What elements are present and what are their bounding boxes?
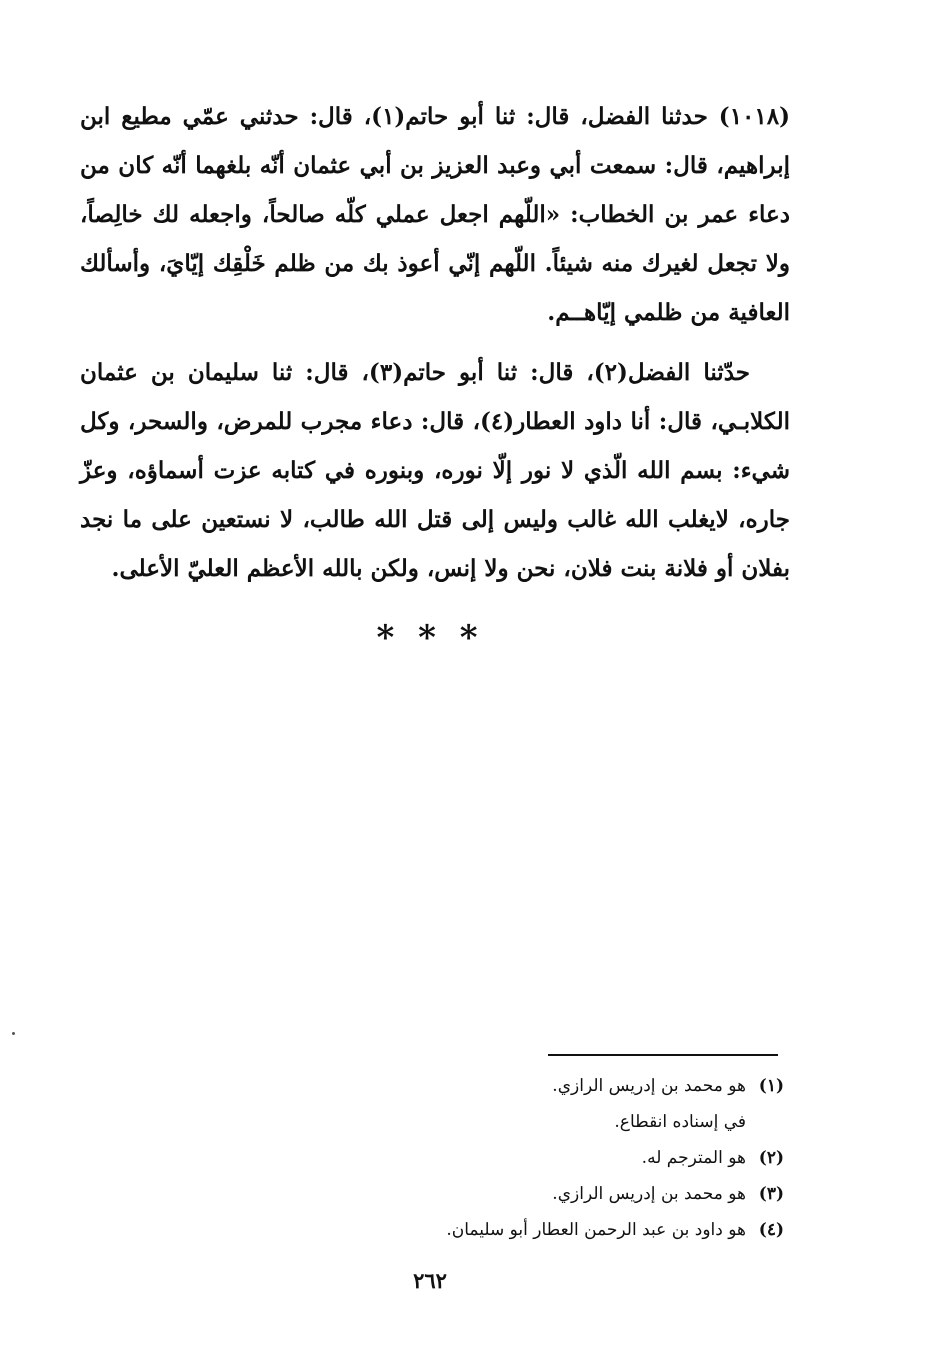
footnote-continuation [300,1104,784,1140]
footnote-number: (٣) [758,1184,784,1204]
footnote-text: هو داود بن عبد الرحمن العطار أبو سليمان. [446,1220,746,1240]
footnote-text: هو محمد بن إدريس الرازي. [552,1076,746,1096]
footnote-item [300,1068,784,1104]
footnote-number: (١) [758,1076,784,1096]
footnote-text: هو المترجم له. [641,1148,746,1168]
footnotes [300,1068,784,1248]
hadith-paragraph-1018: (١٠١٨) حدثنا الفضل، قال: ثنا أبو حاتم(١)، قال: حدثني عمّي مطيع ابن إبراهيم، قال: سمعت أبي وعبد العزيز بن أبي عثمان أنّه بلغهما أنّه كان من دعاء عمر بن الخطاب: «اللّهم اجعل عملي كلّه صالحاً، واجعله لك خالِصاً، ولا تجعل لغيرك منه شيئاً. اللّهم إنّي أعوذ بك من ظلم خَلْقِك إيّايَ، وأسألك العافية من ظلمي إيّاهــم. [80,103,790,326]
footnote-item [300,1176,784,1212]
footnote-number: (٢) [758,1148,784,1168]
hadith-paragraph-2: حدّثنا الفضل(٢)، قال: ثنا أبو حاتم(٣)، قال: ثنا سليمان بن عثمان الكلابـي، قال: أنا داود العطار(٤)، قال: دعاء مجرب للمرض، والسحر، وكل شيء: بسم الله الّذي لا نور إلّا نوره، وبنوره في كتابه عزت أسماؤه، وعزّ جاره، لايغلب الله غالب وليس إلى قتل الله طالب، لا نستعين على ما نجد بفلان أو فلانة بنت فلان، نحن ولا إنس، ولكن بالله الأعظم العليّ الأعلى. [80,359,790,582]
footnote-number: (٤) [758,1220,784,1240]
page-number: ٢٦٢ [413,1268,447,1293]
section-separator: * * * [376,618,484,658]
scan-speck [12,1032,15,1035]
footnote-text: هو محمد بن إدريس الرازي. [552,1184,746,1204]
footnote-divider [548,1054,778,1056]
footnote-item [300,1212,784,1248]
footnote-item [300,1140,784,1176]
footnote-text: في إسناده انقطاع. [614,1112,746,1132]
